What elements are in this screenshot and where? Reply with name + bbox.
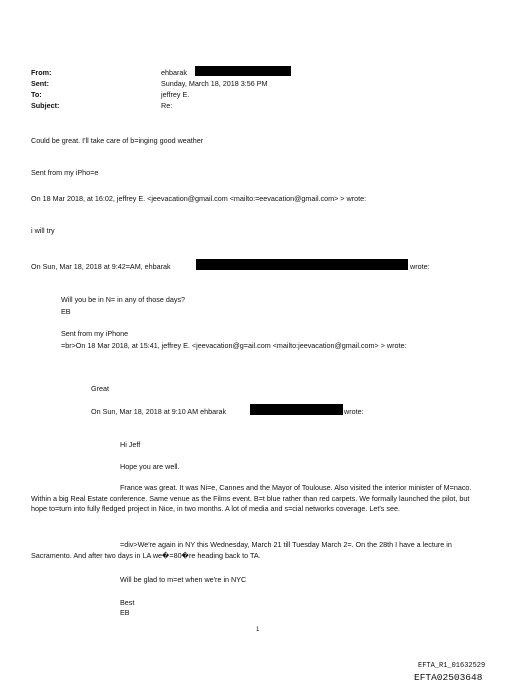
quote-line-3: Sent from my iPhone bbox=[61, 329, 129, 338]
quote-line-9: Will be glad to m=et when we're in NYC bbox=[120, 575, 247, 584]
page-number: 1 bbox=[256, 627, 260, 633]
footer-code-1: EFTA_R1_01632529 bbox=[418, 662, 486, 670]
sent-label: Sent: bbox=[31, 79, 49, 88]
to-value: jeffrey E. bbox=[161, 90, 190, 99]
redaction-email-2 bbox=[250, 404, 343, 415]
body-line-1: Could be great. I'll take care of b=inging good weather bbox=[31, 136, 204, 145]
body-line-3: On 18 Mar 2018, at 16:02, jeffrey E. <jeevacation@gmail.com <mailto:=eevacation@gmail.com> > wrote: bbox=[31, 194, 367, 203]
quote-line-7: Hi Jeff bbox=[120, 440, 141, 449]
quote-line-5: Great bbox=[91, 384, 109, 393]
from-label: From: bbox=[31, 68, 52, 77]
quote-line-4: =br>On 18 Mar 2018, at 15:41, jeffrey E. <jeevacation@g=ail.com <mailto:jeevacation@gmail.com> > wrote: bbox=[61, 341, 407, 350]
to-label: To: bbox=[31, 90, 42, 99]
body-line-5a: On Sun, Mar 18, 2018 at 9:42=AM, ehbarak bbox=[31, 262, 171, 271]
quote-line-8: Hope you are well. bbox=[120, 462, 180, 471]
quote-line-6b: wrote: bbox=[344, 407, 364, 416]
paragraph-france: France was great. It was Ni=e, Cannes and the Mayor of Toulouse. Also visited the interior minister of M=naco. Within a big Real Estate conference. Same venue as the Films event. B=t blue rather than red carpets. We formally launched the pilot, but hope to=turn into fully fledged project in Nice, in two months. A lot of media and s=cial networks coverage. Let's see. bbox=[31, 483, 472, 513]
quote-line-2: EB bbox=[61, 307, 71, 316]
redaction-from-email bbox=[195, 66, 291, 76]
quote-line-10: Best bbox=[120, 598, 135, 607]
paragraph-ny: =div>We're again in NY this Wednesday, March 21 till Tuesday March 2=. On the 28th I have a lecture in Sacramento. And after two days in LA we�=80�re heading back to TA. bbox=[31, 540, 452, 560]
body-line-5b: wrote: bbox=[410, 262, 430, 271]
subject-value: Re: bbox=[161, 101, 173, 110]
quote-line-11: EB bbox=[120, 608, 130, 617]
body-line-4: i will try bbox=[31, 226, 55, 235]
body-line-2: Sent from my iPho=e bbox=[31, 168, 99, 177]
quote-line-1: Will you be in N= in any of those days? bbox=[61, 295, 186, 304]
footer-code-2: EFTA02503648 bbox=[414, 672, 483, 683]
quote-line-6a: On Sun, Mar 18, 2018 at 9:10 AM ehbarak bbox=[91, 407, 227, 416]
from-value: ehbarak bbox=[161, 68, 187, 77]
redaction-email-1 bbox=[196, 259, 408, 270]
sent-value: Sunday, March 18, 2018 3:56 PM bbox=[161, 79, 268, 88]
subject-label: Subject: bbox=[31, 101, 60, 110]
